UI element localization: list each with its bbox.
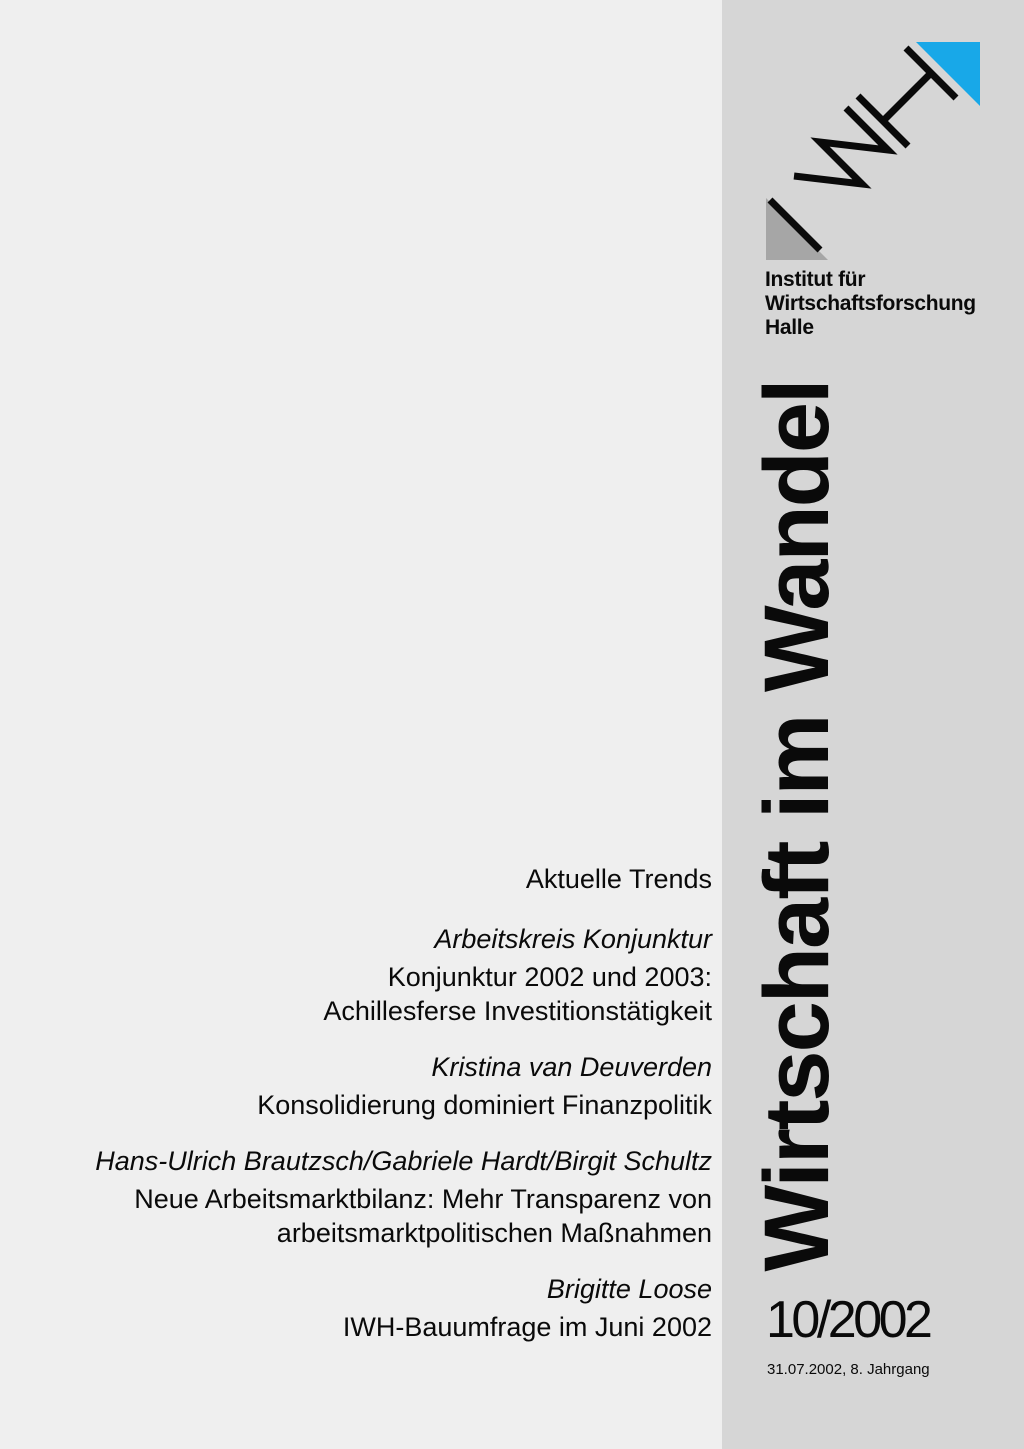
toc-entry (20, 1272, 712, 1344)
journal-title: Wirtschaft im Wandel (746, 380, 848, 1272)
toc-title: Konsolidierung dominiert Finanzpolitik (257, 1090, 712, 1120)
toc-title: arbeitsmarktpolitischen Maßnahmen (276, 1218, 712, 1248)
issue-number: 10/2002 (766, 1291, 930, 1349)
institute-line: Wirtschaftsforschung (765, 292, 976, 315)
toc-author: Brigitte Loose (546, 1274, 712, 1304)
iwh-logo (758, 38, 988, 270)
toc-title: IWH-Bauumfrage im Juni 2002 (342, 1312, 712, 1342)
toc-entry (20, 1144, 712, 1250)
toc-entry (20, 922, 712, 1028)
logo-letters (770, 48, 956, 250)
institute-line: Halle (765, 316, 814, 339)
toc-author: Arbeitskreis Konjunktur (434, 924, 712, 954)
toc-title: Konjunktur 2002 und 2003: (387, 962, 712, 992)
toc-title: Neue Arbeitsmarktbilanz: Mehr Transparenz von (134, 1184, 712, 1214)
toc-author: Hans-Ulrich Brautzsch/Gabriele Hardt/Birgit Schultz (95, 1146, 712, 1176)
institute-line: Institut für (765, 268, 866, 291)
table-of-contents (20, 862, 712, 1366)
toc-entry (20, 1050, 712, 1122)
toc-author: Kristina van Deuverden (431, 1052, 712, 1082)
toc-entry (20, 862, 712, 896)
toc-title: Aktuelle Trends (525, 864, 712, 894)
toc-title: Achillesferse Investitionstätigkeit (323, 996, 712, 1026)
issue-date: 31.07.2002, 8. Jahrgang (767, 1361, 930, 1378)
institute-name (765, 268, 1015, 340)
